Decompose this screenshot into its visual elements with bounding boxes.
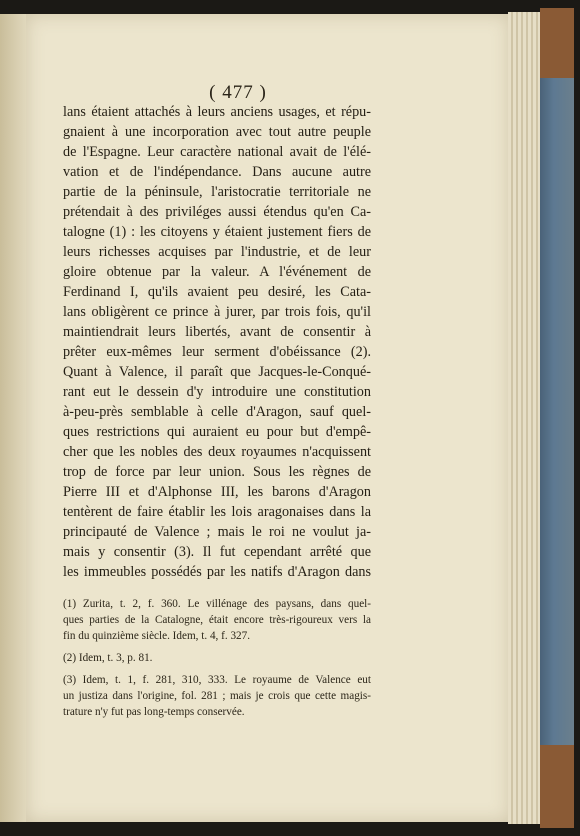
body-line: Quant à Valence, il paraît que Jacques-le-Conqué- bbox=[63, 364, 371, 380]
body-line: lans obligèrent ce prince à jurer, par trois fois, qu'il bbox=[63, 304, 371, 320]
body-line: maintiendrait leurs libertés, avant de consentir à bbox=[63, 324, 371, 340]
body-line: cher que les nobles des deux royaumes n'acquissent bbox=[63, 444, 371, 460]
footnote-line: (3) Idem, t. 1, f. 281, 310, 333. Le royaume de Valence eut bbox=[63, 674, 371, 686]
body-line: prêter eux-mêmes leur serment d'obéissance (2). bbox=[63, 344, 371, 360]
body-line: talogne (1) : les citoyens y étaient justement fiers de bbox=[63, 224, 371, 240]
body-line: principauté de Valence ; mais le roi ne voulut ja- bbox=[63, 524, 371, 540]
body-line: Pierre III et d'Alphonse III, les barons d'Aragon bbox=[63, 484, 371, 500]
footnote-line: ques parties de la Catalogne, était encore très-rigoureux vers la bbox=[63, 614, 371, 626]
body-line: leurs richesses acquises par l'industrie, et de leur bbox=[63, 244, 371, 260]
leather-corner-bottom bbox=[540, 745, 574, 828]
footnote-line: trature n'y fut pas long-temps conservée. bbox=[63, 706, 245, 718]
body-line: les immeubles possédés par les natifs d'Aragon dans bbox=[63, 564, 371, 580]
body-line: rant eut le dessein d'y introduire une constitution bbox=[63, 384, 371, 400]
body-line: mais y consentir (3). Il fut cependant arrêté que bbox=[63, 544, 371, 560]
body-line: à-peu-près semblable à celle d'Aragon, sauf quel- bbox=[63, 404, 371, 420]
footnote-line: un justiza dans l'origine, fol. 281 ; mais je crois que cette magis- bbox=[63, 690, 371, 702]
footnote-line: (1) Zurita, t. 2, f. 360. Le villénage des paysans, dans quel- bbox=[63, 598, 371, 610]
body-line: partie de la péninsule, l'aristocratie territoriale ne bbox=[63, 184, 371, 200]
body-line: gloire obtenue par la valeur. A l'événement de bbox=[63, 264, 371, 280]
body-line: ques restrictions qui auraient eu pour but d'empê- bbox=[63, 424, 371, 440]
body-line: tentèrent de faire établir les lois aragonaises dans la bbox=[63, 504, 371, 520]
page-number: ( 477 ) bbox=[209, 82, 267, 103]
body-line: lans étaient attachés à leurs anciens usages, et répu- bbox=[63, 104, 371, 120]
body-line: vation et de l'indépendance. Dans aucune autre bbox=[63, 164, 371, 180]
footnote-line: (2) Idem, t. 3, p. 81. bbox=[63, 652, 153, 664]
footnote-line: fin du quinzième siècle. Idem, t. 4, f. 327. bbox=[63, 630, 251, 642]
leather-corner-top bbox=[540, 8, 574, 78]
body-line: Ferdinand I, qu'ils avaient peu desiré, les Cata- bbox=[63, 284, 371, 300]
body-line: prétendait à des priviléges aussi étendus qu'en Ca- bbox=[63, 204, 371, 220]
body-line: de l'Espagne. Leur caractère national avait de l'élé- bbox=[63, 144, 371, 160]
cover-board bbox=[540, 8, 574, 828]
body-line: trop de force par leur union. Sous les règnes de bbox=[63, 464, 371, 480]
body-line: gnaient à une incorporation avec tout autre peuple bbox=[63, 124, 371, 140]
